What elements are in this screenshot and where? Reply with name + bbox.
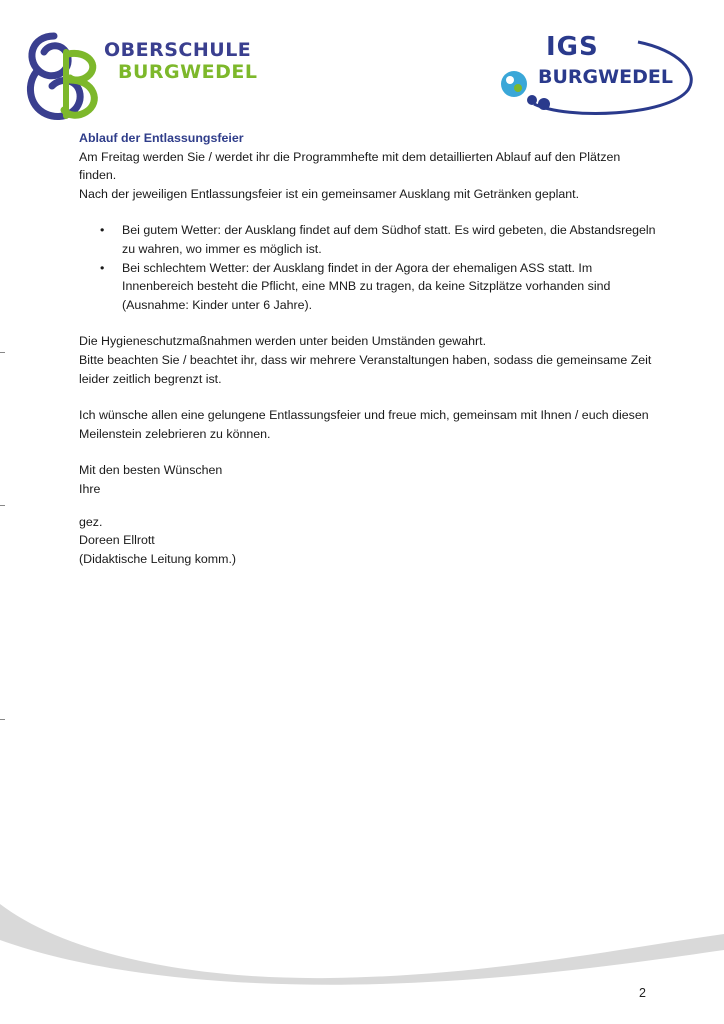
page-number: 2 xyxy=(639,986,646,1000)
signature-name: Doreen Ellrott xyxy=(79,533,155,548)
logo-right-line1: IGS xyxy=(546,32,599,62)
closing-line-2: Ihre xyxy=(79,481,101,496)
hygiene-paragraph: Die Hygieneschutzmaßnahmen werden unter beiden Umständen gewahrt. xyxy=(79,334,487,349)
margin-mark xyxy=(0,352,5,353)
weather-list xyxy=(79,221,659,314)
signature-role: (Didaktische Leitung komm.) xyxy=(79,551,237,566)
igs-logo xyxy=(498,32,698,118)
list-item-text: Bei gutem Wetter: der Ausklang findet auf dem Südhof statt. Es wird gebeten, die Abstandsregeln zu wahren, wo immer es möglich ist. xyxy=(122,223,656,256)
list-item-text: Bei schlechtem Wetter: der Ausklang findet in der Agora der ehemaligen ASS statt. Im Innenbereich besteht die Pflicht, eine MNB zu tragen, da keine Sitzplätze vorhanden sind (Ausnahme: Kinder unter 6 Jahre). xyxy=(122,260,611,312)
bullet-icon: • xyxy=(100,260,105,275)
signature-prefix: gez. xyxy=(79,514,103,529)
ob-monogram-icon xyxy=(24,30,104,126)
hygiene-paragraph-2: Bitte beachten Sie / beachtet ihr, dass wir mehrere Veranstaltungen haben, sodass die gemeinsame Zeit leider zeitlich begrenzt ist. xyxy=(79,352,652,386)
closing-line: Mit den besten Wünschen xyxy=(79,463,223,478)
list-item xyxy=(79,259,659,315)
bullet-icon: • xyxy=(100,223,105,238)
wish-paragraph: Ich wünsche allen eine gelungene Entlassungsfeier und freue mich, gemeinsam mit Ihnen / euch diesen Meilenstein zelebrieren zu können. xyxy=(79,408,649,441)
list-item xyxy=(79,221,659,258)
footer-wave-cutout xyxy=(0,880,724,1024)
letter-body xyxy=(79,129,659,568)
logo-left-line2: BURGWEDEL xyxy=(118,61,258,83)
margin-mark xyxy=(0,719,5,720)
logo-left-line1: OBERSCHULE xyxy=(104,39,252,61)
oberschule-logo xyxy=(24,30,258,126)
intro-paragraph-2: Nach der jeweiligen Entlassungsfeier ist ein gemeinsamer Ausklang mit Getränken geplant. xyxy=(79,186,580,201)
margin-mark xyxy=(0,505,5,506)
intro-paragraph: Am Freitag werden Sie / werdet ihr die Programmhefte mit dem detaillierten Ablauf auf den Plätzen finden. xyxy=(79,149,621,183)
section-heading: Ablauf der Entlassungsfeier xyxy=(79,131,244,145)
logo-right-line2: BURGWEDEL xyxy=(538,66,673,88)
